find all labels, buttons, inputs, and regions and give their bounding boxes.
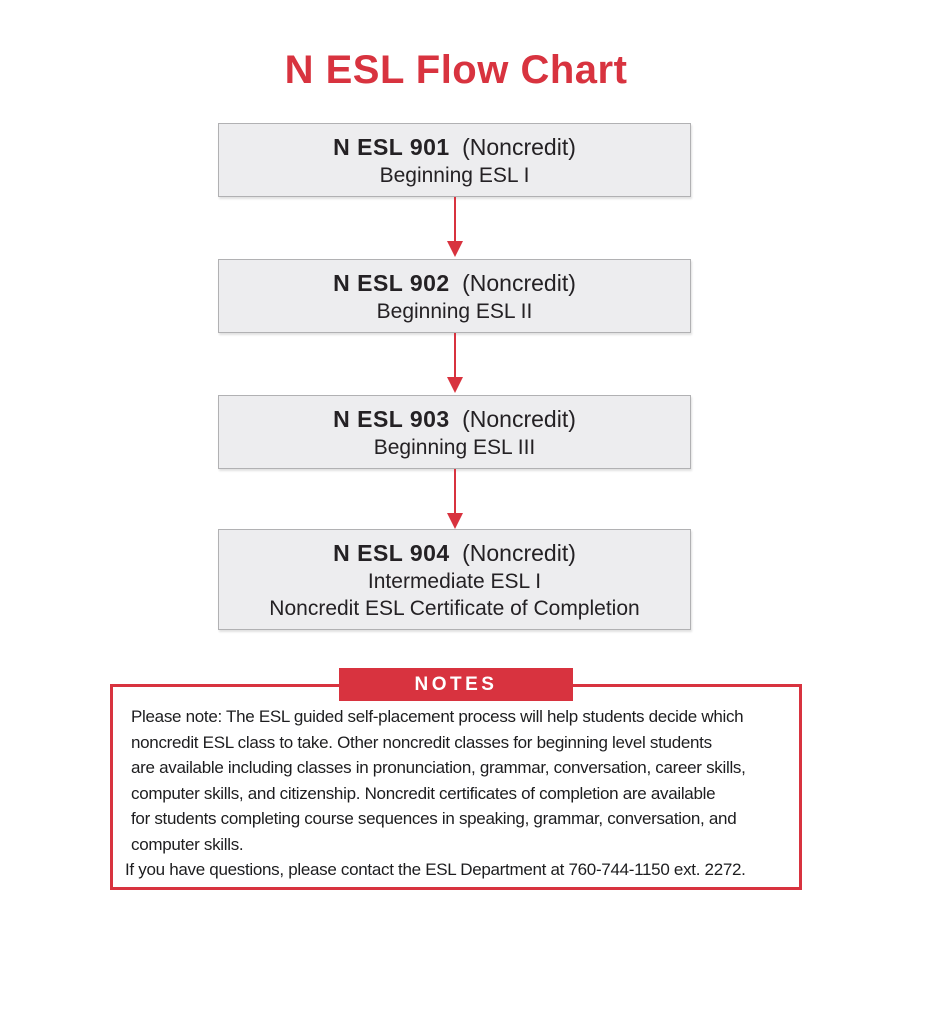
course-level: Beginning ESL I <box>379 164 530 187</box>
course-code: N ESL 903 <box>333 406 450 432</box>
course-credit-label: (Noncredit) <box>462 270 576 296</box>
notes-contact-line: If you have questions, please contact the ESL Department at 760-744-1150 ext. 2272. <box>125 860 746 879</box>
notes-banner <box>339 668 573 701</box>
course-certificate: Noncredit ESL Certificate of Completion <box>269 597 640 620</box>
course-title <box>225 132 684 162</box>
notes-banner-label: NOTES <box>414 673 498 695</box>
course-title <box>225 404 684 434</box>
course-code: N ESL 901 <box>333 134 450 160</box>
course-box-n-esl-901 <box>218 123 691 197</box>
arrow-line <box>454 197 456 243</box>
arrow-line <box>454 469 456 515</box>
course-code: N ESL 904 <box>333 540 450 566</box>
course-credit-label: (Noncredit) <box>462 406 576 432</box>
notes-text-line: for students completing course sequences in speaking, grammar, conversation, and <box>131 809 737 828</box>
arrow-down-icon <box>447 241 463 257</box>
flow-chart <box>218 123 691 630</box>
course-credit-label: (Noncredit) <box>462 540 576 566</box>
course-box-n-esl-904 <box>218 529 691 630</box>
course-title <box>225 268 684 298</box>
arrow-down-icon <box>447 377 463 393</box>
flow-arrow <box>218 197 691 259</box>
course-level: Beginning ESL III <box>373 436 536 459</box>
flow-arrow <box>218 469 691 529</box>
notes-text-line: noncredit ESL class to take. Other noncredit classes for beginning level students <box>131 732 712 752</box>
page-title: N ESL Flow Chart <box>284 48 628 92</box>
notes-section <box>110 668 802 890</box>
course-box-n-esl-902 <box>218 259 691 333</box>
course-credit-label: (Noncredit) <box>462 134 576 160</box>
course-title <box>225 538 684 568</box>
notes-text-line: are available including classes in pronunciation, grammar, conversation, career skills, <box>131 758 746 777</box>
arrow-line <box>454 333 456 379</box>
notes-text-line: Please note: The ESL guided self-placement process will help students decide which <box>131 707 744 726</box>
notes-text-line: computer skills, and citizenship. Noncredit certificates of completion are available <box>131 783 716 803</box>
course-level: Intermediate ESL I <box>367 570 542 593</box>
course-level: Beginning ESL II <box>376 300 533 323</box>
course-code: N ESL 902 <box>333 270 450 296</box>
flow-arrow <box>218 333 691 395</box>
notes-box <box>110 684 802 890</box>
arrow-down-icon <box>447 513 463 529</box>
notes-text-line: computer skills. <box>131 834 244 854</box>
course-box-n-esl-903 <box>218 395 691 469</box>
